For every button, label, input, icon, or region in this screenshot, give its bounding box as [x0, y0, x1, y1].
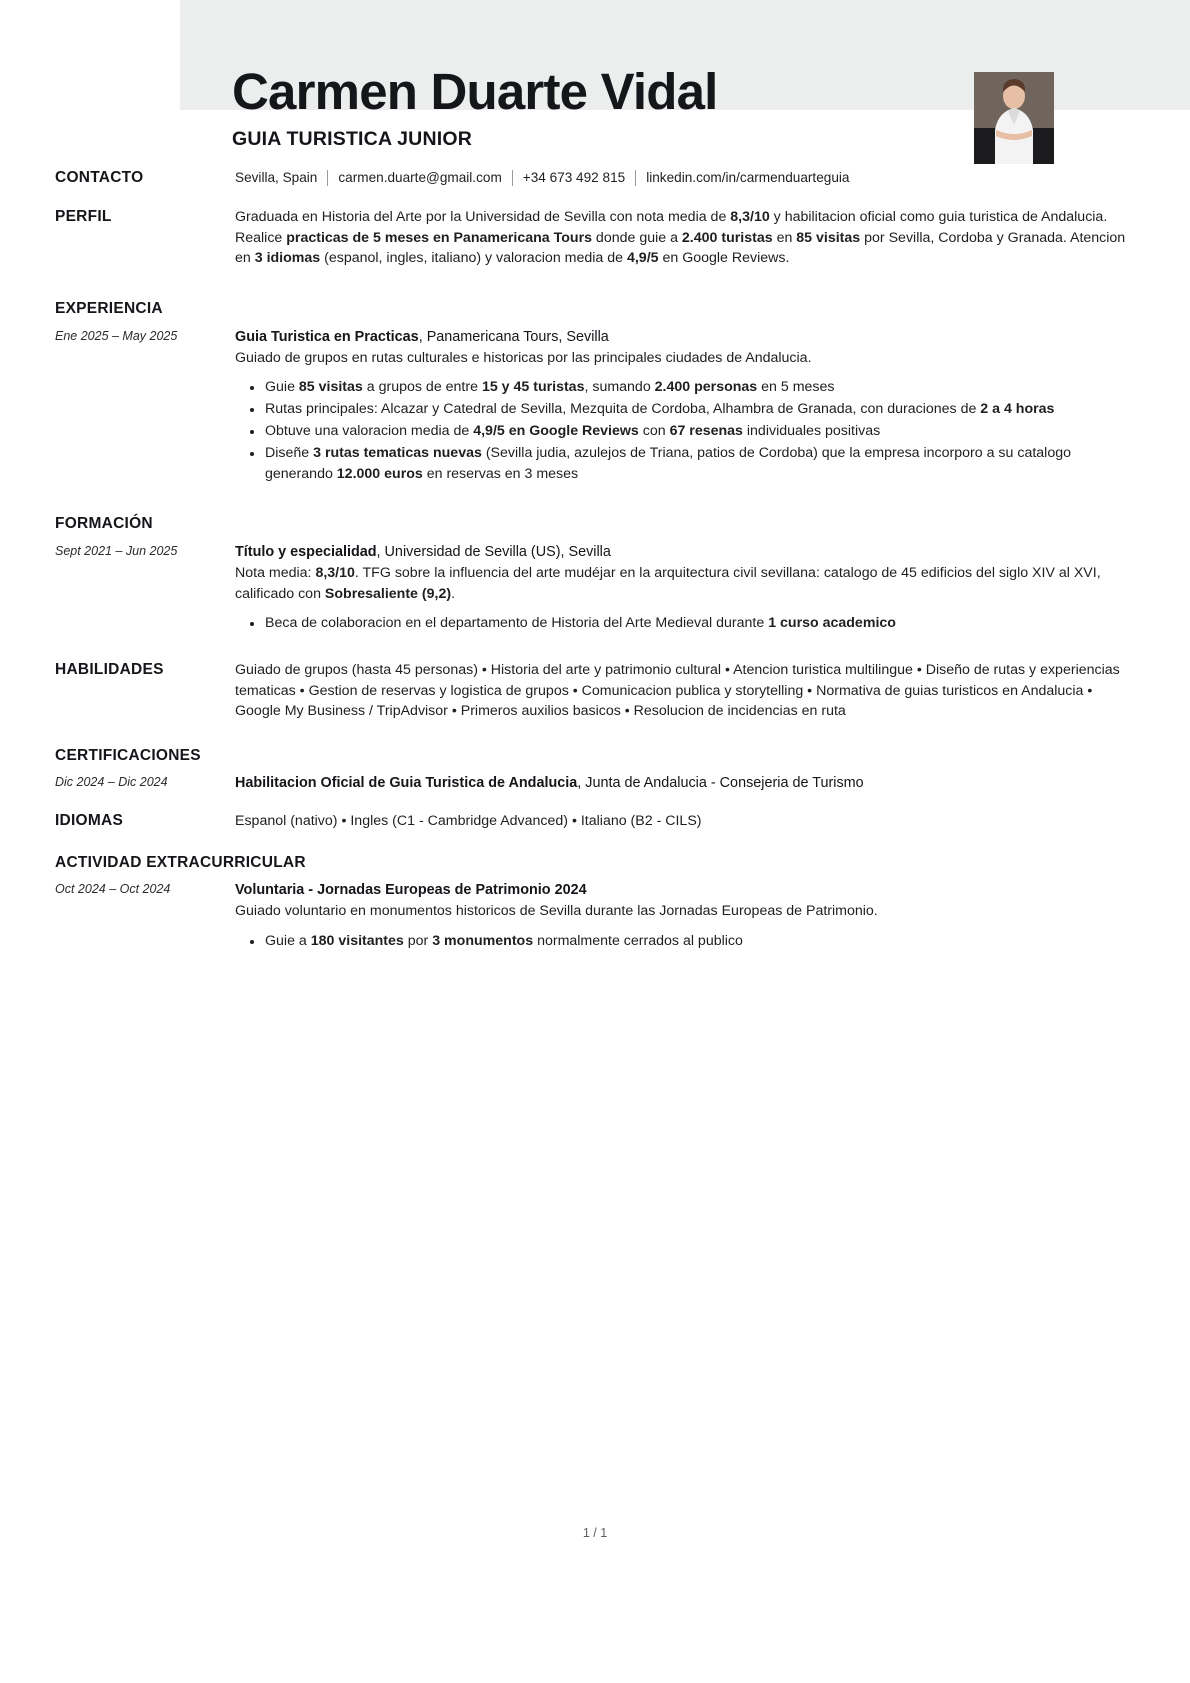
extracurricular-entry-title: Voluntaria - Jornadas Europeas de Patrimonio 2024 [235, 882, 587, 898]
section-label-wrap [55, 168, 235, 188]
skills-text: Guiado de grupos (hasta 45 personas) • Historia del arte y patrimonio cultural • Atencion turistica multilingue • Diseño de rutas y experiencias tematicas • Gestion de reservas y logistica de grupos • Comunicacion publica y storytelling • Normativa de guias turisticos en Andalucia • Google My Business / TripAdvisor • Primeros auxilios basicos • Resolucion de incidencias en ruta [235, 662, 1120, 719]
profile-photo [974, 72, 1054, 164]
section-title-experiencia: EXPERIENCIA [55, 299, 163, 317]
extracurricular-daterange: Oct 2024 – Oct 2024 [55, 882, 171, 896]
experience-daterange: Ene 2025 – May 2025 [55, 328, 178, 343]
section-title-contacto: CONTACTO [55, 169, 144, 186]
bullet-item: Beca de colaboracion en el departamento de Historia del Arte Medieval durante 1 curso academico [265, 613, 1135, 634]
candidate-name: Carmen Duarte Vidal [232, 63, 718, 120]
section-skills [55, 660, 1135, 722]
section-title-habilidades: HABILIDADES [55, 661, 164, 678]
section-title-idiomas: IDIOMAS [55, 811, 124, 829]
section-profile [55, 207, 1135, 269]
job-title: GUIA TURISTICA JUNIOR [232, 128, 473, 150]
bullet-item: Guie a 180 visitantes por 3 monumentos normalmente cerrados al publico [265, 931, 1135, 952]
experience-bullets [235, 377, 1135, 485]
contact-separator-icon [512, 170, 513, 186]
education-bullets [235, 613, 1135, 634]
section-label-wrap [55, 811, 235, 831]
extracurricular-date-wrap [55, 880, 235, 898]
languages-body [235, 811, 1135, 832]
certification-daterange: Dic 2024 – Dic 2024 [55, 774, 168, 789]
section-title-perfil: PERFIL [55, 208, 112, 225]
section-title-formacion: FORMACIÓN [55, 515, 153, 532]
section-certifications-header [55, 746, 1135, 766]
contact-linkedin[interactable]: linkedin.com/in/carmenduarteguia [646, 170, 850, 185]
section-title-certificaciones: CERTIFICACIONES [55, 746, 201, 764]
education-entry [55, 542, 1135, 635]
section-label-wrap [55, 746, 235, 766]
certification-entry-title: Habilitacion Oficial de Guia Turistica de Andalucia, Junta de Andalucia - Consejeria de Turismo [235, 774, 864, 791]
contact-body [235, 168, 1135, 188]
education-entry-summary: Nota media: 8,3/10. TFG sobre la influencia del arte mudéjar en la arquitectura civil sevillana: catalogo de 45 edificios del siglo XIV al XVI, calificado con Sobresaliente (9,2). [235, 565, 1101, 602]
section-title-actividad-extracurricular: ACTIVIDAD EXTRACURRICULAR [55, 854, 306, 871]
languages-text: Espanol (nativo) • Ingles (C1 - Cambridge Advanced) • Italiano (B2 - CILS) [235, 812, 702, 829]
contact-location: Sevilla, Spain [235, 170, 318, 185]
section-education-header [55, 514, 1135, 534]
profile-body [235, 207, 1135, 269]
section-contact [55, 168, 1135, 188]
education-daterange: Sept 2021 – Jun 2025 [55, 544, 178, 558]
experience-date-wrap [55, 327, 235, 345]
page-indicator: 1 / 1 [582, 1526, 608, 1540]
bullet-item: Obtuve una valoracion media de 4,9/5 en Google Reviews con 67 resenas individuales positivas [265, 421, 1135, 442]
education-entry-body [235, 542, 1135, 635]
certification-date-wrap [55, 773, 235, 791]
certification-entry-body [235, 773, 1135, 794]
extracurricular-entry-body [235, 880, 1135, 953]
contact-separator-icon [327, 170, 328, 186]
contact-line [235, 168, 1135, 188]
experience-entry-title: Guia Turistica en Practicas, Panamericana Tours, Sevilla [235, 328, 609, 345]
bullet-item: Diseñe 3 rutas tematicas nuevas (Sevilla judia, azulejos de Triana, patios de Cordoba) que la empresa incorporo a su catalogo generando 12.000 euros en reservas en 3 meses [265, 443, 1135, 485]
profile-text: Graduada en Historia del Arte por la Universidad de Sevilla con nota media de 8,3/10 y habilitacion oficial como guia turistica de Andalucia. Realice practicas de 5 meses en Panamericana Tours donde guie a 2.400 turistas en 85 visitas por Sevilla, Cordoba y Granada. Atencion en 3 idiomas (espanol, ingles, italiano) y valoracion media de 4,9/5 en Google Reviews. [235, 209, 1126, 266]
bullet-item: Guie 85 visitas a grupos de entre 15 y 45 turistas, sumando 2.400 personas en 5 meses [265, 377, 1135, 398]
certification-entry [55, 773, 1135, 794]
skills-body [235, 660, 1135, 722]
experience-entry [55, 327, 1135, 487]
section-experience-header [55, 299, 1135, 319]
section-label-wrap [55, 514, 235, 534]
contact-email[interactable]: carmen.duarte@gmail.com [338, 170, 502, 185]
experience-entry-body [235, 327, 1135, 487]
extracurricular-entry-summary: Guiado voluntario en monumentos historicos de Sevilla durante las Jornadas Europeas de Patrimonio. [235, 903, 878, 919]
section-label-wrap [55, 207, 235, 227]
bullet-item: Rutas principales: Alcazar y Catedral de Sevilla, Mezquita de Cordoba, Alhambra de Granada, con duraciones de 2 a 4 horas [265, 399, 1135, 420]
section-label-wrap [55, 660, 235, 680]
section-label-wrap [55, 299, 235, 319]
section-label-wrap [55, 853, 375, 873]
experience-entry-summary: Guiado de grupos en rutas culturales e historicas por las principales ciudades de Andalucia. [235, 349, 812, 366]
section-extracurricular-header [55, 853, 1135, 873]
photo-illustration [974, 72, 1054, 164]
extracurricular-bullets [235, 931, 1135, 952]
extracurricular-entry [55, 880, 1135, 953]
name-block [232, 62, 962, 151]
education-entry-title: Título y especialidad, Universidad de Sevilla (US), Sevilla [235, 544, 611, 560]
contact-phone[interactable]: +34 673 492 815 [522, 170, 626, 185]
contact-separator-icon [635, 170, 636, 186]
page-footer [0, 1526, 1190, 1540]
section-languages [55, 811, 1135, 832]
education-date-wrap [55, 542, 235, 560]
